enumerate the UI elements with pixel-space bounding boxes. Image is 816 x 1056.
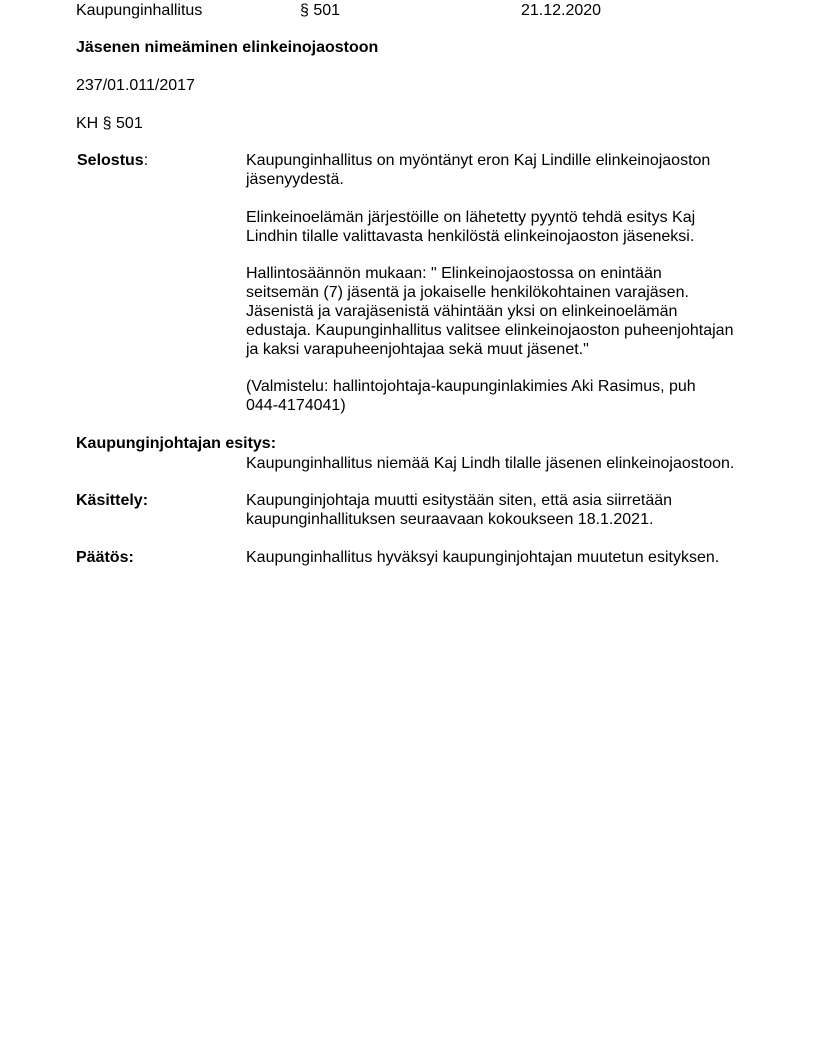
esitys-label: Kaupunginjohtajan esitys: — [76, 435, 277, 452]
header-date: 21.12.2020 — [521, 2, 602, 19]
document-title: Jäsenen nimeäminen elinkeinojaostoon — [76, 39, 379, 56]
header-body-name: Kaupunginhallitus — [76, 2, 203, 19]
kasittely-text: Kaupunginjohtaja muutti esitystään siten, että asia siirretään kaupunginhallituksen seuraavaan kokoukseen 18.1.2021. — [246, 492, 673, 528]
paatos-text: Kaupunginhallitus hyväksyi kaupunginjohtajan muutetun esityksen. — [246, 549, 720, 566]
selostus-paragraph-3: Hallintosäännön mukaan: " Elinkeinojaostossa on enintään seitsemän (7) jäsentä ja jokaiselle henkilökohtainen varajäsen. Jäsenistä ja varajäsenistä vähintään yksi on elinkeinoelämän edustaja. Kaupunginhallitus valitsee elinkeinojaoston puheenjohtajan ja kaksi varapuheenjohtajaa sekä muut jäsenet." — [246, 265, 734, 358]
selostus-paragraph-2: Elinkeinoelämän järjestöille on lähetetty pyyntö tehdä esitys Kaj Lindhin tilalle valittavasta henkilöstä elinkeinojaoston jäseneksi. — [246, 209, 696, 245]
selostus-label: Selostus — [77, 152, 144, 169]
selostus-paragraph-4: (Valmistelu: hallintojohtaja-kaupunginlakimies Aki Rasimus, puh 044-4174041) — [246, 378, 696, 414]
kasittely-label: Käsittely: — [76, 492, 149, 509]
reference-number: 237/01.011/2017 — [76, 77, 195, 94]
section-reference: KH § 501 — [76, 115, 143, 132]
selostus-label-colon: : — [143, 152, 149, 169]
selostus-paragraph-1: Kaupunginhallitus on myöntänyt eron Kaj Lindille elinkeinojaoston jäsenyydestä. — [246, 152, 711, 188]
esitys-text: Kaupunginhallitus niemää Kaj Lindh tilalle jäsenen elinkeinojaostoon. — [246, 455, 735, 472]
selostus-heading — [77, 151, 148, 170]
paatos-label: Päätös: — [76, 549, 134, 566]
header-section-number: § 501 — [300, 2, 341, 19]
